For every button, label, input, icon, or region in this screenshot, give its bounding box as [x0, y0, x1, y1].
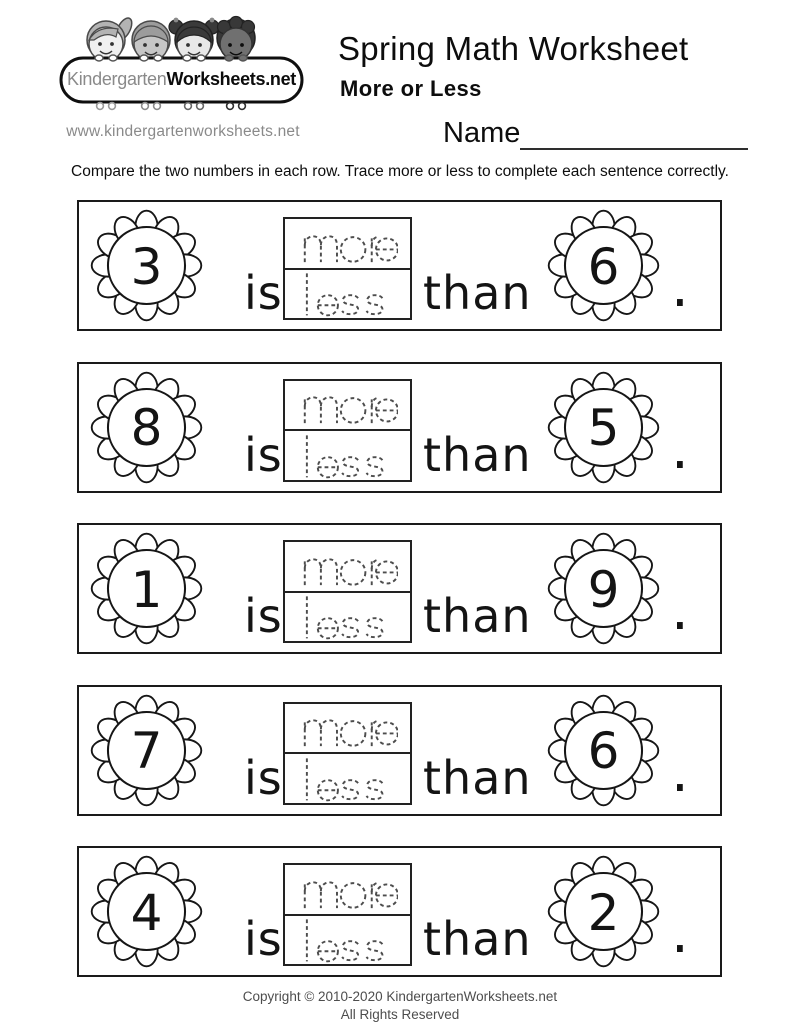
word-than: than: [423, 912, 532, 967]
copyright-text: Copyright © 2010-2020 KindergartenWorksheets.net: [242, 989, 558, 1004]
sentence-period: .: [671, 578, 690, 644]
word-is: is: [244, 427, 283, 482]
trace-more-cell[interactable]: [285, 865, 410, 916]
trace-word-less: [298, 916, 398, 963]
flower-right: [547, 371, 660, 484]
name-field: [443, 114, 748, 150]
rights-text: All Rights Reserved: [340, 1006, 460, 1022]
kid-3: [169, 18, 219, 61]
flower-left: [90, 532, 203, 645]
logo-text-worksheets: Worksheets.net: [166, 68, 296, 89]
flower-number: 2: [587, 883, 620, 942]
name-label: Name: [443, 117, 521, 149]
flower-number: 9: [587, 560, 620, 619]
flower-left: [90, 371, 203, 484]
word-than: than: [423, 266, 532, 321]
flower-number: 6: [587, 237, 620, 296]
flower-left: [90, 694, 203, 807]
trace-word-less: [298, 432, 398, 479]
instructions-text: Compare the two numbers in each row. Trace more or less to complete each sentence correctly.: [71, 163, 729, 180]
kid-2: [132, 21, 170, 61]
worksheet-rows: [77, 200, 722, 1008]
trace-word-more: [298, 223, 398, 264]
trace-word-less: [298, 593, 398, 640]
trace-less-cell[interactable]: [285, 916, 410, 965]
trace-more-cell[interactable]: [285, 219, 410, 270]
trace-word-more: [298, 384, 398, 425]
trace-word-less: [298, 270, 398, 317]
flower-right: [547, 694, 660, 807]
kid-4: [217, 17, 255, 61]
trace-word-less: [298, 755, 398, 802]
word-than: than: [423, 750, 532, 805]
trace-box: [283, 217, 412, 320]
flower-number: 4: [130, 883, 163, 942]
trace-more-cell[interactable]: [285, 704, 410, 755]
trace-more-cell[interactable]: [285, 542, 410, 593]
word-is: is: [244, 750, 283, 805]
flower-number: 3: [130, 237, 163, 296]
flower-right: [547, 532, 660, 645]
word-is: is: [244, 266, 283, 321]
word-is: is: [244, 912, 283, 967]
flower-left: [90, 209, 203, 322]
trace-box: [283, 702, 412, 805]
flower-number: 5: [587, 399, 620, 457]
trace-less-cell[interactable]: [285, 270, 410, 319]
trace-word-more: [298, 546, 398, 587]
trace-box: [283, 863, 412, 966]
worksheet-row-5: [77, 846, 722, 977]
flower-right: [547, 855, 660, 968]
trace-box: [283, 379, 412, 482]
flower-number: 7: [130, 722, 163, 780]
logo-banner-text: [61, 58, 302, 100]
kid-1: [87, 16, 135, 61]
site-url: www.kindergartenworksheets.net: [66, 123, 300, 140]
worksheet-row-3: [77, 523, 722, 654]
word-than: than: [423, 589, 532, 644]
page-title: Spring Math Worksheet: [338, 30, 689, 67]
trace-more-cell[interactable]: [285, 381, 410, 432]
site-logo: [58, 13, 308, 163]
page-subtitle: More or Less: [340, 76, 482, 101]
worksheet-row-1: [77, 200, 722, 331]
trace-less-cell[interactable]: [285, 431, 410, 480]
flower-right: [547, 209, 660, 322]
sentence-period: .: [671, 739, 690, 805]
word-than: than: [423, 427, 532, 482]
trace-less-cell[interactable]: [285, 754, 410, 803]
trace-box: [283, 540, 412, 643]
trace-word-more: [298, 707, 398, 748]
flower-number: 1: [130, 560, 163, 619]
logo-text-kindergarten: Kindergarten: [67, 68, 167, 89]
sentence-period: .: [671, 255, 690, 321]
sentence-period: .: [671, 416, 690, 482]
flower-number: 6: [587, 722, 620, 780]
sentence-period: .: [671, 901, 690, 967]
worksheet-row-4: [77, 685, 722, 816]
flower-left: [90, 855, 203, 968]
page-footer: [0, 988, 800, 1024]
word-is: is: [244, 589, 283, 644]
kids-feet: [97, 103, 246, 110]
trace-word-more: [298, 869, 398, 910]
name-input-line[interactable]: [520, 114, 748, 150]
trace-less-cell[interactable]: [285, 593, 410, 642]
flower-number: 8: [130, 399, 163, 457]
worksheet-row-2: [77, 362, 722, 493]
